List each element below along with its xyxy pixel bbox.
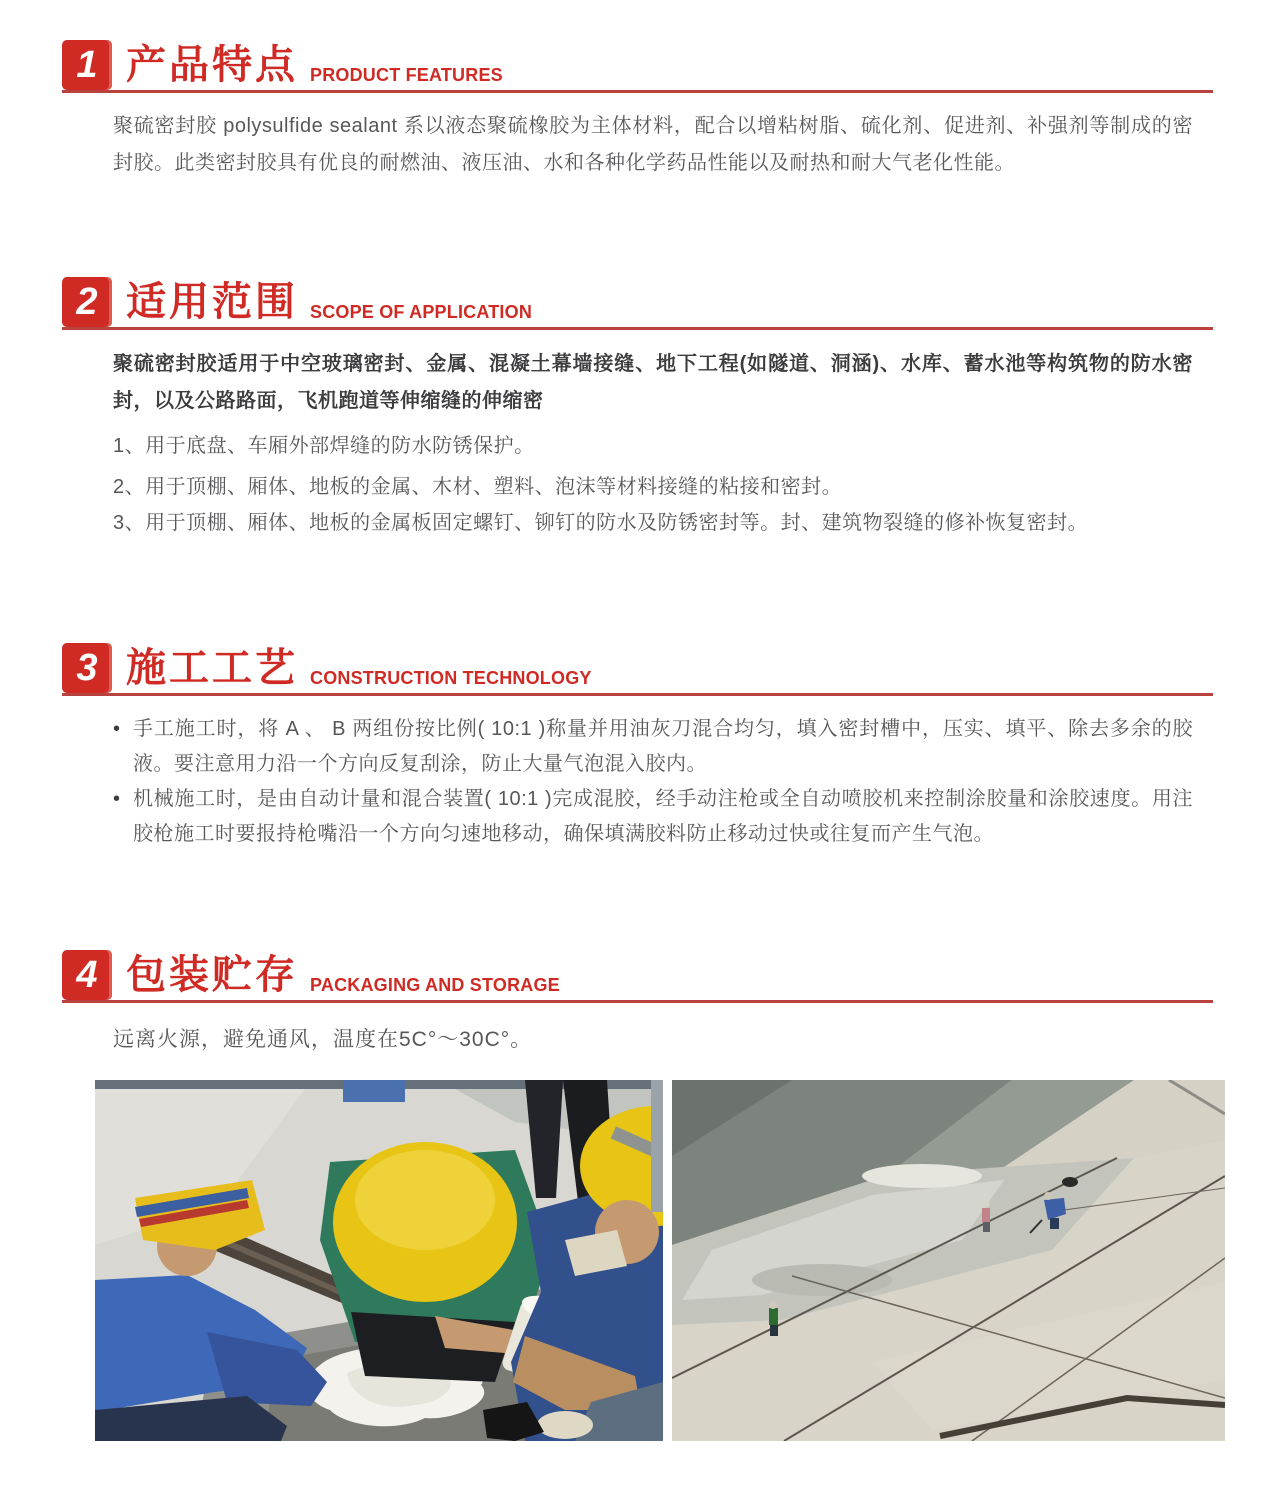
list-item: 1、用于底盘、车厢外部焊缝的防水防锈保护。 xyxy=(113,435,535,457)
section-packaging-and-storage xyxy=(62,950,1213,1053)
photo-workers-mixing-sealant xyxy=(95,1080,663,1441)
worker-figure-pink xyxy=(982,1201,990,1233)
section-title-en: PACKAGING AND STORAGE xyxy=(310,975,560,995)
section-body xyxy=(62,712,1213,852)
section-number: 4 xyxy=(76,953,98,996)
features-paragraph: 聚硫密封胶 polysulfide sealant 系以液态聚硫橡胶为主体材料，配合以增粘树脂、硫化剂、促进剂、补强剂等制成的密封胶。此类密封胶具有优良的耐燃油、液压油、水和各种化学药品性能以及耐热和耐大气老化性能。 xyxy=(113,115,1193,174)
section-header xyxy=(62,40,1213,93)
section-title-zh: 产品特点 xyxy=(126,43,298,87)
bullet-item: • 手工施工时，将 A 、 B 两组份按比例( 10:1 )称量并用油灰刀混合均匀，填入密封槽中，压实、填平、除去多余的胶液。要注意用力沿一个方向反复刮涂，防止大量气泡混入胶内。 xyxy=(113,712,1193,782)
section-title-zh: 施工工艺 xyxy=(126,646,298,690)
worker-figure-green xyxy=(769,1301,778,1336)
section-number: 3 xyxy=(76,646,98,689)
section-title-zh: 适用范围 xyxy=(126,280,298,324)
section-body xyxy=(62,346,1213,535)
section-header xyxy=(62,277,1213,330)
scope-numbered-list xyxy=(113,434,1193,535)
list-item: 3、用于顶棚、厢体、地板的金属板固定螺钉、铆钉的防水及防锈密封等。封、建筑物裂缝的修补恢复密封。 xyxy=(113,512,1089,534)
scope-intro-paragraph: 聚硫密封胶适用于中空玻璃密封、金属、混凝土幕墙接缝、地下工程(如隧道、洞涵)、水库、蓄水池等构筑物的防水密封，以及公路路面，飞机跑道等伸缩缝的伸缩密 xyxy=(113,353,1193,412)
bullet-item: • 机械施工时，是由自动计量和混合装置( 10:1 )完成混胶，经手动注枪或全自动喷胶机来控制涂胶量和涂胶速度。用注胶枪施工时要报持枪嘴沿一个方向匀速地移动，确保填满胶料防止移动过快或往复而产生气泡。 xyxy=(113,782,1193,852)
section-title-en: CONSTRUCTION TECHNOLOGY xyxy=(310,668,592,688)
section-number-badge xyxy=(62,950,112,1000)
section-header xyxy=(62,643,1213,696)
section-header xyxy=(62,950,1213,1003)
section-number-badge xyxy=(62,643,112,693)
list-item: 2、用于顶棚、厢体、地板的金属、木材、塑料、泡沫等材料接缝的粘接和密封。 xyxy=(113,476,843,498)
section-number: 2 xyxy=(76,280,98,323)
section-body xyxy=(62,108,1213,182)
section-number-badge xyxy=(62,40,112,90)
section-construction-technology xyxy=(62,643,1213,852)
section-number: 1 xyxy=(76,43,98,86)
section-title-en: SCOPE OF APPLICATION xyxy=(310,302,533,322)
photo-concrete-slope-joint-work xyxy=(672,1080,1225,1441)
section-scope-of-application xyxy=(62,277,1213,535)
photo-row xyxy=(95,1080,1225,1441)
section-title-en: PRODUCT FEATURES xyxy=(310,65,503,85)
section-body xyxy=(62,1023,1213,1053)
construction-bullet-list xyxy=(113,712,1193,852)
section-number-badge xyxy=(62,277,112,327)
section-title-zh: 包装贮存 xyxy=(126,953,298,997)
storage-note: 远离火源，避免通风，温度在5C°～30C°。 xyxy=(113,1028,533,1051)
section-product-features xyxy=(62,40,1213,182)
